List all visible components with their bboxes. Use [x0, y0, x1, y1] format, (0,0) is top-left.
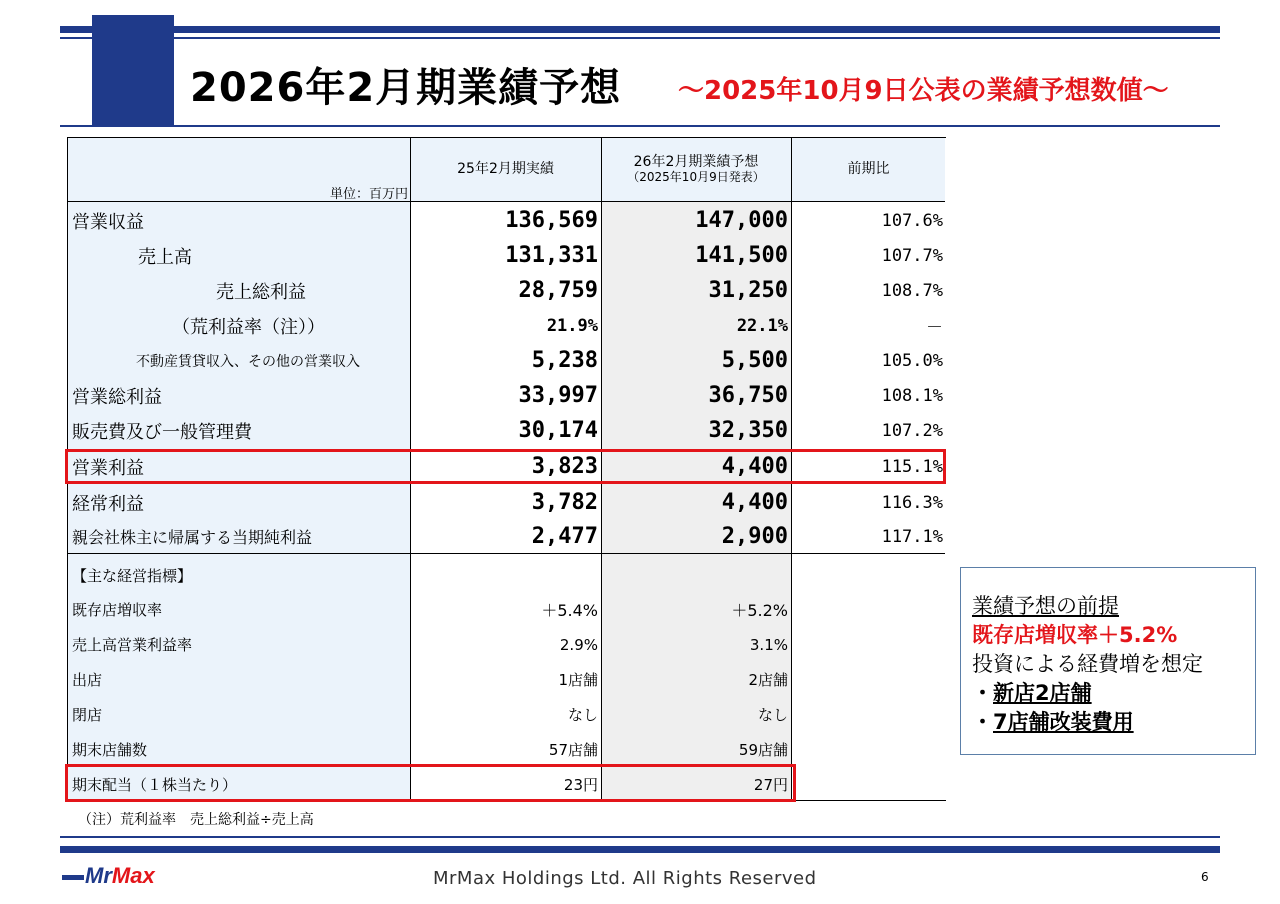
- row-yoy: 107.2%: [881, 420, 943, 441]
- indicator-prev: 2.9%: [559, 635, 598, 654]
- row-yoy: －: [926, 318, 943, 338]
- col-header-yoy: [791, 138, 946, 201]
- row-prev: 131,331: [505, 243, 598, 268]
- row-prev: 3,823: [531, 454, 598, 479]
- bullet-text: 新店2店舗: [993, 681, 1092, 705]
- indicator-prev: 57店舗: [548, 741, 598, 759]
- row-label: 親会社株主に帰属する当期純利益: [72, 528, 313, 547]
- indicator-prev: 23円: [563, 775, 598, 794]
- page-title: 2026年2月期業績予想: [190, 65, 622, 111]
- assumption-bullet: [972, 708, 1255, 737]
- indicators-title: 【主な経営指標】: [72, 566, 193, 585]
- header-divider: [68, 201, 945, 202]
- col-header-yoy-text: 前期比: [847, 161, 890, 177]
- row-prev: 33,997: [518, 383, 598, 408]
- indicator-label: 閉店: [72, 706, 103, 724]
- row-label: 営業総利益: [72, 386, 162, 408]
- indicator-prev: なし: [567, 706, 598, 724]
- indicator-forecast: なし: [757, 706, 788, 724]
- footnote: （注）荒利益率 売上総利益÷売上高: [78, 812, 314, 828]
- bullet-text: 7店舗改装費用: [993, 710, 1134, 734]
- assumption-sales-growth: 既存店増収率＋5.2%: [972, 623, 1178, 647]
- indicator-forecast: 27円: [753, 775, 788, 794]
- page-number: 6: [1201, 870, 1209, 884]
- indicator-label: 既存店増収率: [72, 601, 163, 619]
- row-label: 営業収益: [72, 211, 144, 233]
- row-yoy: 117.1%: [881, 526, 943, 547]
- operating-profit-highlight: [65, 449, 946, 484]
- indicator-forecast: 3.1%: [749, 635, 788, 654]
- row-label: 経常利益: [72, 493, 144, 515]
- row-yoy: 115.1%: [881, 456, 943, 477]
- row-yoy: 116.3%: [881, 492, 943, 513]
- row-forecast: 36,750: [708, 383, 788, 408]
- row-prev: 2,477: [531, 524, 598, 549]
- indicator-label: 期末店舗数: [72, 741, 148, 759]
- logo-mr: Mr: [85, 863, 112, 888]
- row-forecast: 5,500: [721, 348, 788, 373]
- row-forecast: 4,400: [721, 454, 788, 479]
- row-label: 営業利益: [72, 457, 144, 479]
- col-header-forecast: [601, 138, 791, 201]
- row-prev: 28,759: [518, 278, 598, 303]
- indicator-forecast: 2店舗: [748, 671, 788, 689]
- col-header-prev-text: 25年2月期実績: [457, 161, 554, 177]
- assumption-bullet: [972, 679, 1255, 708]
- row-prev: 136,569: [505, 208, 598, 233]
- footer-rule-thin: [60, 836, 1220, 838]
- row-yoy: 107.7%: [881, 245, 943, 266]
- row-label: 売上高: [138, 246, 192, 268]
- indicator-label: 売上高営業利益率: [72, 636, 193, 654]
- logo-bar: [62, 875, 84, 880]
- header-rule-thin: [60, 37, 1220, 39]
- row-forecast: 32,350: [708, 418, 788, 443]
- mrmax-logo: [62, 864, 172, 888]
- header-rule-thick: [60, 26, 1220, 33]
- row-forecast: 4,400: [721, 490, 788, 515]
- row-label: 不動産賃貸収入、その他の営業収入: [136, 353, 360, 370]
- indicator-prev: ＋5.4%: [541, 601, 598, 620]
- indicator-prev: 1店舗: [558, 671, 598, 689]
- unit-label: 単位：百万円: [329, 186, 408, 202]
- row-prev: 30,174: [518, 418, 598, 443]
- col-header-forecast-text: 26年2月期業績予想: [633, 153, 759, 170]
- row-label: 売上総利益: [216, 281, 306, 303]
- row-yoy: 108.1%: [881, 385, 943, 406]
- assumption-heading: [972, 592, 1255, 621]
- indicator-forecast: 59店舗: [738, 741, 788, 759]
- row-yoy: 107.6%: [881, 210, 943, 231]
- row-forecast: 22.1%: [736, 315, 788, 336]
- row-yoy: 105.0%: [881, 350, 943, 371]
- row-forecast: 2,900: [721, 524, 788, 549]
- assumption-heading-text: 業績予想の前提: [972, 594, 1119, 618]
- row-prev: 21.9%: [546, 315, 598, 336]
- col-header-forecast-date: （2025年10月9日発表）: [627, 169, 765, 184]
- row-label: （荒利益率（注））: [172, 316, 325, 338]
- copyright: MrMax Holdings Ltd. All Rights Reserved: [433, 868, 817, 889]
- forecast-assumptions-box: [960, 567, 1256, 755]
- col-header-prev: [410, 138, 601, 201]
- footer-rule-thick: [60, 846, 1220, 853]
- row-forecast: 141,500: [695, 243, 788, 268]
- header-rule-bottom: [60, 125, 1220, 127]
- page-subtitle: ～2025年10月9日公表の業績予想数値～: [678, 76, 1169, 106]
- indicator-label: 期末配当（１株当たり）: [72, 775, 238, 794]
- indicator-forecast: ＋5.2%: [731, 601, 788, 620]
- bullet-dot: ・: [972, 710, 993, 734]
- row-forecast: 31,250: [708, 278, 788, 303]
- row-yoy: 108.7%: [881, 280, 943, 301]
- row-prev: 3,782: [531, 490, 598, 515]
- indicator-label: 出店: [72, 671, 103, 689]
- row-forecast: 147,000: [695, 208, 788, 233]
- logo-max: Max: [111, 863, 155, 888]
- dividend-highlight: [65, 764, 796, 802]
- section-divider: [68, 553, 945, 554]
- header-accent-block: [92, 15, 174, 127]
- bullet-dot: ・: [972, 681, 993, 705]
- row-prev: 5,238: [531, 348, 598, 373]
- row-label: 販売費及び一般管理費: [72, 421, 252, 443]
- assumption-expense: 投資による経費増を想定: [972, 652, 1203, 676]
